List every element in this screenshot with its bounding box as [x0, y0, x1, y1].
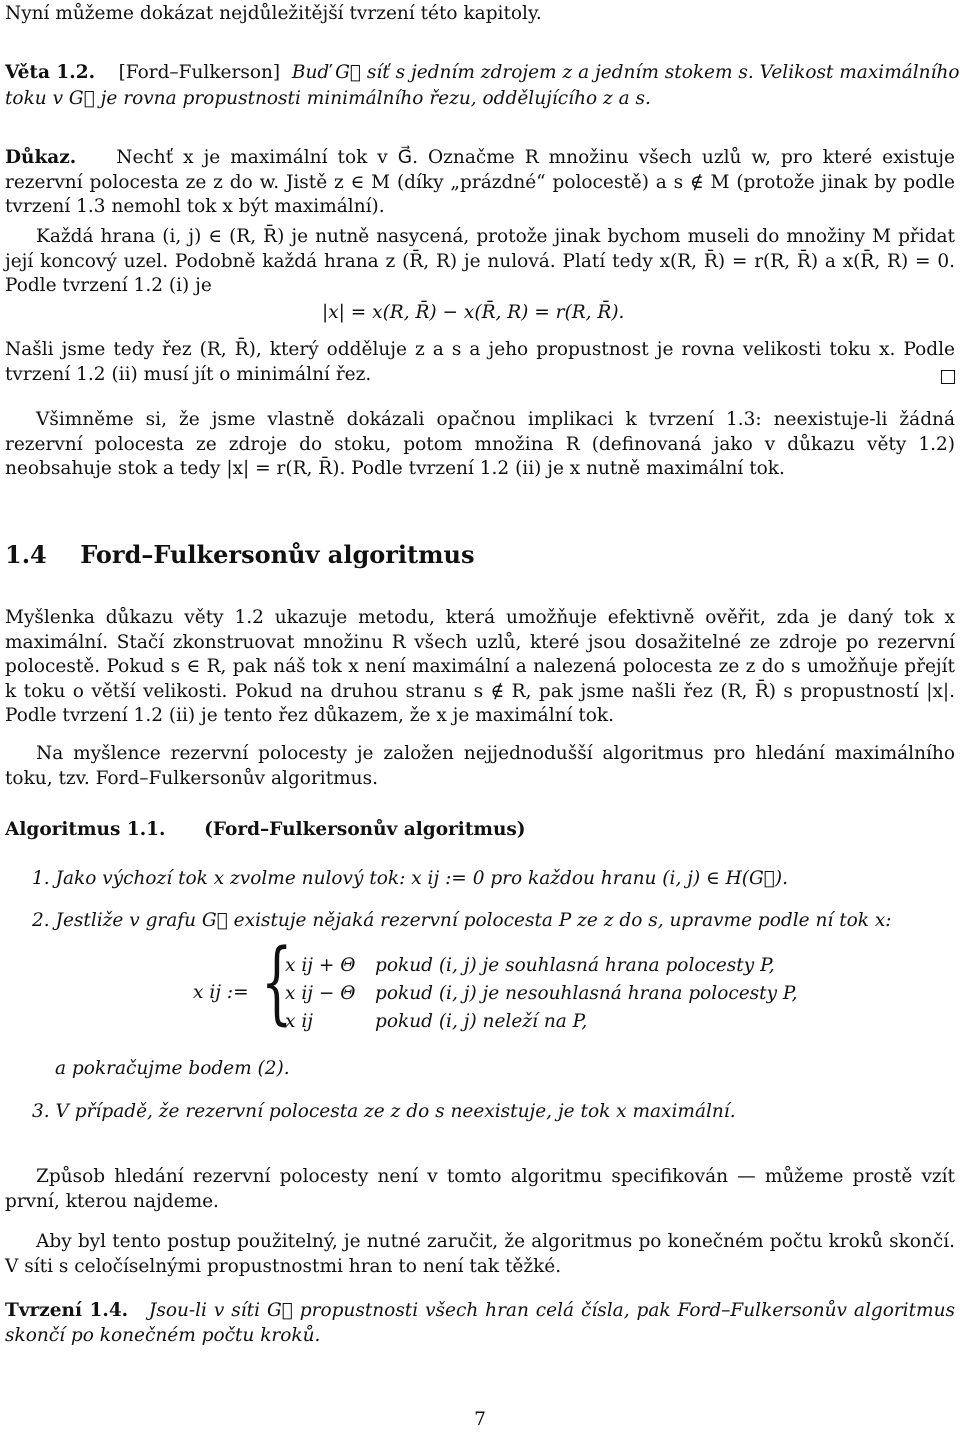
proof-equation: |x| = x(R, R̄) − x(R̄, R) = r(R, R̄).: [322, 302, 625, 323]
closing-text-1: Způsob hledání rezervní polocesty není v tomto algoritmu specifikován — můžeme prostě vzít první, kterou najdeme.: [5, 1166, 955, 1212]
case-2-cond: pokud (i, j) je nesouhlasná hrana polocesty P,: [375, 983, 798, 1004]
proof-text-1: Nechť x je maximální tok v G⃗. Označme R množinu všech uzlů w, pro které existuje rezervní polocesta ze z do w. Jistě z ∈ M (díky „prázdné“ polocestě) a s ∉ M (protože jinak by podle tvrzení 1.3 nemohl tok x být maximální).: [5, 147, 955, 217]
intro-sentence: Nyní můžeme dokázat nejdůležitější tvrzení této kapitoly.: [5, 3, 542, 24]
theorem-label: Věta 1.2.: [5, 62, 96, 83]
algorithm-name: (Ford–Fulkersonův algoritmus): [204, 819, 526, 840]
case-3-expr: x ij: [285, 1011, 313, 1032]
algorithm-step-2: 2. Jestliže v grafu G⃗ existuje nějaká rezervní polocesta P ze z do s, upravme podle ní tok x:: [32, 910, 892, 931]
algorithm-continue: a pokračujme bodem (2).: [55, 1058, 290, 1079]
proof-paragraph-2: [5, 225, 955, 299]
algorithm-step-1: 1. Jako výchozí tok x zvolme nulový tok: x ij := 0 pro každou hranu (i, j) ∈ H(G⃗).: [32, 868, 788, 889]
remark-paragraph: [5, 408, 955, 482]
update-rule-lhs: x ij :=: [193, 982, 249, 1003]
section-text-2: Na myšlence rezervní polocesty je založen nejjednodušší algoritmus pro hledání maximálního toku, tzv. Ford–Fulkersonův algoritmus.: [5, 743, 955, 789]
theorem-text-line2: toku v G⃗ je rovna propustnosti minimálního řezu, oddělujícího z a s.: [5, 88, 651, 109]
proof-text-3: Našli jsme tedy řez (R, R̄), který odděluje z a s a jeho propustnost je rovna velikosti toku x. Podle tvrzení 1.2 (ii) musí jít o minimální řez.: [5, 339, 955, 385]
algorithm-heading: [5, 818, 526, 842]
claim-label: Tvrzení 1.4.: [5, 1300, 129, 1321]
section-paragraph-1: [5, 606, 955, 729]
closing-paragraph-1: [5, 1165, 955, 1214]
proof-label: Důkaz.: [5, 147, 77, 168]
theorem-text-line1: Buď G⃗ síť s jedním zdrojem z a jedním stokem s. Velikost maximálního: [291, 62, 960, 83]
page-number: 7: [474, 1409, 486, 1430]
algorithm-step-3: 3. V případě, že rezervní polocesta ze z do s neexistuje, je tok x maximální.: [32, 1101, 736, 1122]
claim-text: Jsou-li v síti G⃗ propustnosti všech hran celá čísla, pak Ford–Fulkersonův algoritmus skončí po konečném počtu kroků.: [5, 1300, 955, 1346]
section-number: 1.4: [5, 540, 47, 569]
left-brace: {: [261, 930, 293, 1035]
section-heading: [5, 540, 474, 569]
update-rule-equation: [5, 930, 955, 1040]
section-title: Ford–Fulkersonův algoritmus: [80, 540, 475, 569]
closing-paragraph-2: [5, 1230, 955, 1279]
closing-text-2: Aby byl tento postup použitelný, je nutné zaručit, že algoritmus po konečném počtu kroků skončí. V síti s celočíselnými propustnostmi hran to není tak těžké.: [5, 1231, 955, 1277]
algorithm-label: Algoritmus 1.1.: [5, 819, 166, 840]
case-1-expr: x ij + Θ: [285, 955, 356, 976]
case-1-cond: pokud (i, j) je souhlasná hrana polocesty P,: [375, 955, 775, 976]
section-text-1: Myšlenka důkazu věty 1.2 ukazuje metodu, která umožňuje efektivně ověřit, zda je daný tok x maximální. Stačí zkonstruovat množinu R všech uzlů, které jsou dosažitelné ze zdroje po rezervní polocestě. Pokud s ∈ R, pak náš tok x není maximální a nalezená polocesta ze z do s umožňuje přejít k toku o větší velikosti. Pokud na druhou stranu s ∉ R, pak jsme našli řez (R, R̄) s propustností |x|. Podle tvrzení 1.2 (ii) je tento řez důkazem, že x je maximální tok.: [5, 607, 955, 726]
proof-paragraph-3: [5, 338, 955, 387]
remark-text: Všimněme si, že jsme vlastně dokázali opačnou implikaci k tvrzení 1.3: neexistuje-li žádná rezervní polocesta ze zdroje do stoku, potom množina R (definovaná jako v důkazu věty 1.2) neobsahuje stok a tedy |x| = r(R, R̄). Podle tvrzení 1.2 (ii) je x nutně maximální tok.: [5, 409, 955, 479]
theorem-name: [Ford–Fulkerson]: [118, 62, 281, 83]
qed-symbol: [941, 370, 955, 384]
proof-text-2: Každá hrana (i, j) ∈ (R, R̄) je nutně nasycená, protože jinak bychom museli do množiny M přidat její koncový uzel. Podobně každá hrana z (R̄, R) je nulová. Platí tedy x(R, R̄) = r(R, R̄) a x(R̄, R) = 0. Podle tvrzení 1.2 (i) je: [5, 226, 955, 296]
theorem-1-2-line1: [5, 61, 960, 85]
case-3-cond: pokud (i, j) neleží na P,: [375, 1011, 588, 1032]
section-paragraph-2: [5, 742, 955, 791]
proof-paragraph-1: [5, 146, 955, 220]
case-2-expr: x ij − Θ: [285, 983, 356, 1004]
claim-1-4: [5, 1299, 955, 1348]
